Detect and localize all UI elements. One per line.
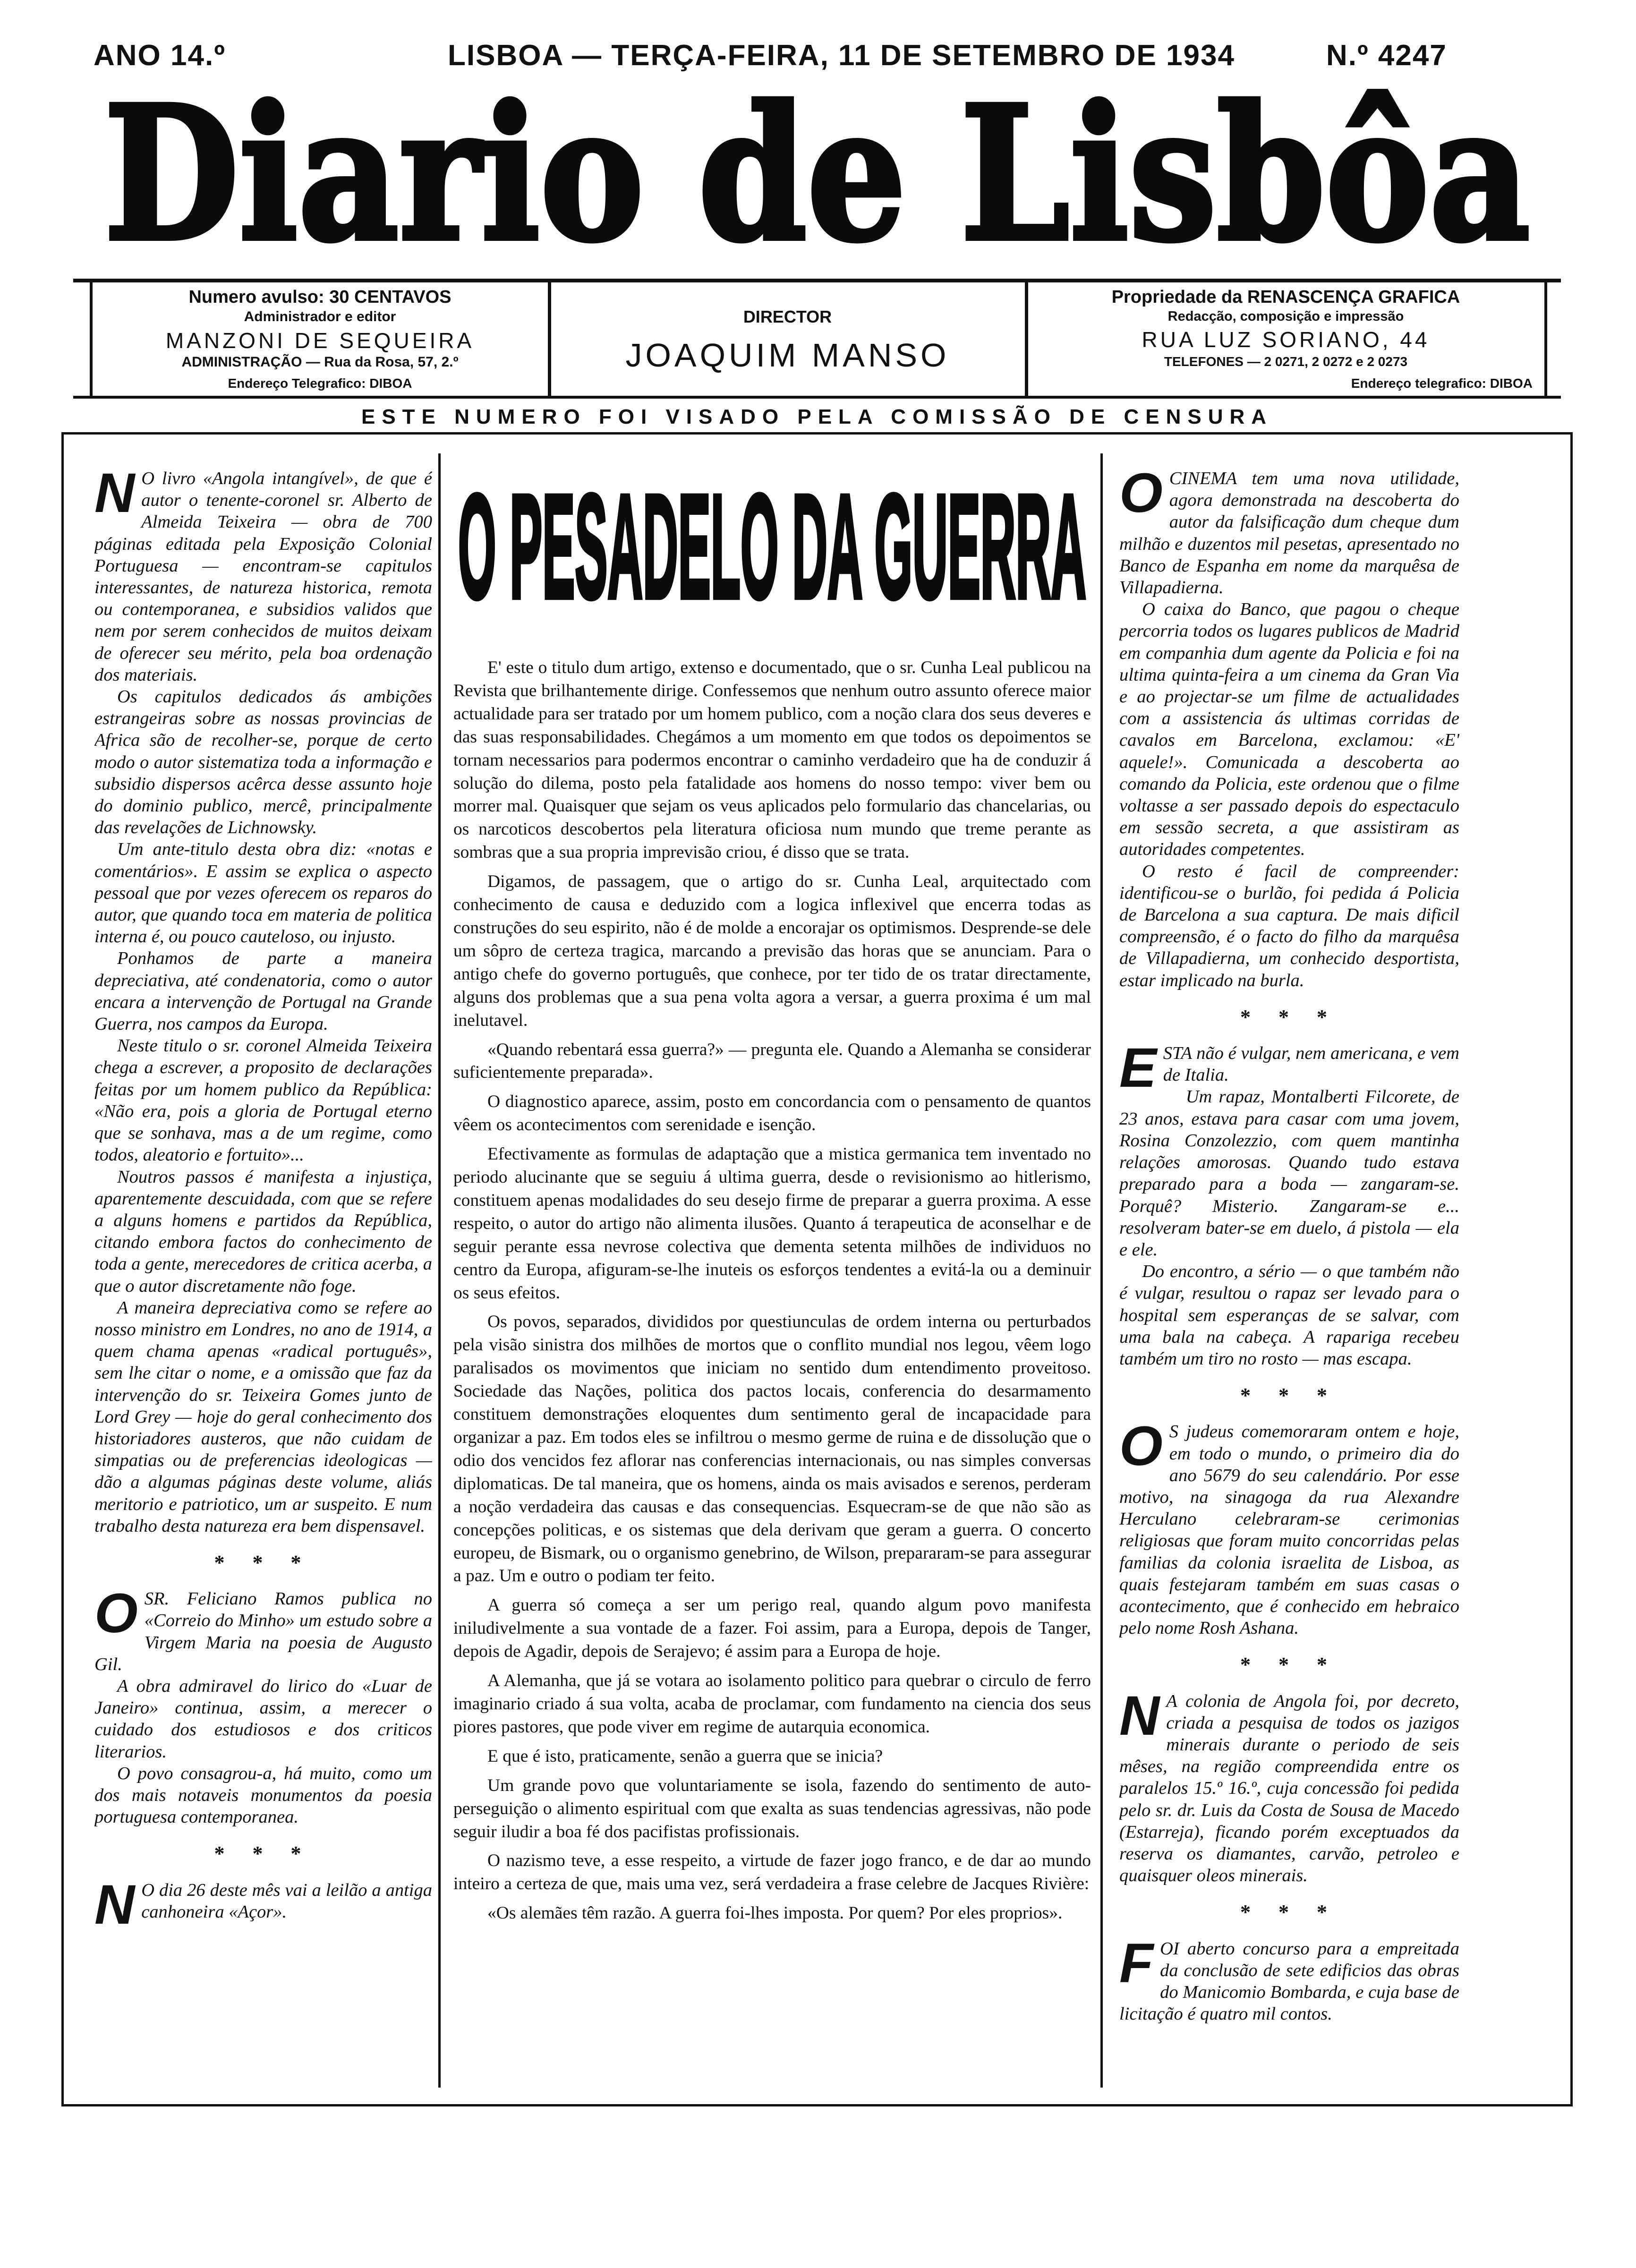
phone-numbers: TELEFONES — 2 0271, 2 0272 e 2 0273 [1164,354,1408,369]
paragraph: O povo consagrou-a, há muito, como um dos mais notaveis monumentos da poesia portuguesa contemporanea. [94,1763,432,1827]
paragraph: Digamos, de passagem, que o artigo do sr. Cunha Leal, arquitectado com conhecimento de causa e deduzido com a logica inflexivel que encerra todas as construções do seu espirito, não é de molde a encorajar os optimismos. Desprende-se dele um sôpro de certeza tragica, marcando a previsão das horas que se anunciam. Para o antigo chefe do governo português, que conhece, por ter tido de os tratar directamente, alguns dos problemas que a sua pena volta agora a versar, a guerra proxima é um mal inelutavel. [453,872,1091,1030]
masthead-title: Diario de Lisbôa [104,66,1530,274]
separator-stars: * * * [1240,1005,1338,1029]
censorship-notice: ESTE NUMERO FOI VISADO PELA COMISSÃO DE CENSURA [361,405,1273,428]
production-label: Redacção, composição e impressão [1167,309,1404,324]
paragraph: SR. Feliciano Ramos publica no «Correio do Minho» um estudo sobre a Virgem Maria na poesia de Augusto Gil. [94,1589,432,1674]
street-address: RUA LUZ SORIANO, 44 [1142,327,1430,352]
main-article-body [453,657,1091,2092]
brief-jewish-new-year [1119,1415,1459,1639]
paragraph: O resto é facil de compreender: identificou-se o burlão, foi pedida á Policia de Barcelona a sua captura. De mais dificil compreensão, é o facto do filho da marquêsa de Villapadierna, um conhecido desportista, estar implicado na burla. [1119,861,1459,990]
brief-angola-book [94,468,432,1537]
paragraph: Um grande povo que voluntariamente se isola, fazendo do sentimento de auto-perseguição o alimento espiritual com que exalta as suas tendencias agressivas, não pode seguir iludir a boa fé dos pacifistas profissionais. [453,1775,1091,1842]
separator-stars: * * * [214,1842,313,1866]
dateline: LISBOA — TERÇA-FEIRA, 11 DE SETEMBRO DE 1934 [448,39,1236,72]
paragraph: Os povos, separados, divididos por questiunculas de ordem interna ou perturbados pela visão sinistra dos milhões de mortos que o conflito mundial nos legou, vêem logo paralisados os movimentos que iniciam no sentido dum entendimento proveitoso. Sociedade das Nações, politica dos pactos locais, conferencia do desarmamento constituem demonstrações eloquentes dum sentimento geral de incapacidade para organizar a paz. Em todos eles se infiltrou o mesmo germe de ruina e de dissolução que o odio dos vencidos fez aflorar nas conferencias internacionais, ou nas simples conversas diplomaticas. De tal maneira, que os homens, ainda os mais avisados e serenos, perderam a noção verdadeira das causas e das consequencias. Esquecram-se de que não são as concepções politicas, e os sistemas que dela derivam que geram a guerra. O concerto europeu, de Bismark, ou o organismo genebrino, de Wilson, prepararam-se para assegurar a paz. Um e outro o podiam ter feito. [453,1312,1091,1586]
info-box-bottom-rule [73,396,1561,399]
separator-stars: * * * [1240,1901,1338,1924]
dropcap: N [1119,1684,1160,1747]
right-column [1119,468,1459,2088]
info-box-right [1030,283,1542,395]
paragraph: Um rapaz, Montalberti Filcorete, de 23 anos, estava para casar com uma jovem, Rosina Conzolezzio, com quem mantinha relações amorosas. Quando tudo estava preparado para a boda — zangaram-se. Porquê? Misterio. Zangaram-se e... resolveram bater-se em duelo, á pistola — ela e ele. [1119,1087,1459,1260]
brief-italian-duel [1119,1037,1459,1370]
brief-canhoneira-auction [94,1873,432,1936]
paragraph: E que é isto, praticamente, senão a guerra que se inicia? [487,1746,883,1766]
administration-address: ADMINISTRAÇÃO — Rua da Rosa, 57, 2.º [181,354,459,370]
info-box-right-rule [1544,281,1547,397]
paragraph: STA não é vulgar, nem americana, e vem de Italia. [1163,1043,1459,1085]
brief-angola-minerals [1119,1684,1459,1887]
issue-number: N.º 4247 [1326,39,1447,72]
paragraph: A Alemanha, que já se votara ao isolamento politico para quebrar o circulo de ferro imaginario criado á sua volta, acaba de proclamar, com fundamento na ciencia dos seus piores pastores, que pode viver em regime de autarquia economica. [453,1671,1091,1737]
paragraph: O nazismo teve, a esse respeito, a virtude de fazer jogo franco, e de dar ao mundo inteiro a certeza de que, mais uma vez, será verdadeira a frase celebre de Jacques Rivière: [453,1851,1091,1894]
paragraph: Ponhamos de parte a maneira depreciativa, até condenatoria, como o autor encara a intervenção de Portugal na Grande Guerra, nos campos da Europa. [94,948,432,1034]
body-bottom-rule [61,2104,1573,2106]
paragraph: E' este o titulo dum artigo, extenso e documentado, que o sr. Cunha Leal publicou na Revista que brilhantemente dirige. Confessemos que nenhum outro assunto oferece maior actualidade para ser tratado por um homem publico, com a noção clara dos seus deveres e das suas responsabilidades. Chegámos a um momento em que todos os depoimentos se tornam necessarios para podermos encontrar o caminho verdadeiro que ha de conduzir á solução do dilema, posto pela fatalidade aos homens do nosso tempo: viver bem ou morrer mal. Quaisquer que sejam os veus aplicados pelo formulario das chancelarias, ou os narcoticos descobertos pela literatura oficiosa num mundo que treme perante as sombras que a sua propria imprevisão criou, é disso que se trata. [453,658,1091,862]
brief-manicomio-tender [1119,1932,1459,2025]
info-box-top-rule [73,279,1561,282]
telegraph-address-left: Endereço Telegrafico: DIBOA [228,376,412,391]
paragraph: O caixa do Banco, que pagou o cheque percorria todos os lugares publicos de Madrid em companhia dum agente da Policia e foi na ultima quinta-feira a um cinema da Gran Via e ao projectar-se um filme de actualidades com a assistencia ás ultimas corridas de cavalos em Barcelona, exclamou: «E' aquele!». Comunicada a descoberta ao comando da Policia, este ordenou que o filme voltasse a ser passado depois do espectaculo em sessão secreta, a que assistiram as autoridades competentes. [1119,599,1459,860]
separator-stars: * * * [214,1551,313,1574]
paragraph: Efectivamente as formulas de adaptação que a mistica germanica tem inventado no periodo alucinante que se seguiu á ultima guerra, desde o revisionismo ao hitlerismo, constituem apenas modalidades do seu desejo firme de preparar a guerra proxima. A esse respeito, o autor do artigo não alimenta ilusões. Quanto á terapeutica de aconselhar e de seguir perante essa nevrose colectiva que dementa setenta milhões de individuos no centro da Europa, afiguram-se-lhe inuteis os esforços tendentes a evitá-la ou a deminuir os seus efeitos. [453,1144,1091,1303]
paragraph: A maneira depreciativa como se refere ao nosso ministro em Londres, no ano de 1914, a quem chama apenas «radical português», sem lhe citar o nome, e a omissão que faz da intervenção do sr. Teixeira Gomes junto de Lord Grey — hoje do geral conhecimento dos historiadores austeros, que não cuidam de simpatias ou de preferencias ideologicas — dão a algumas páginas deste volume, aliás meritorio e patriotico, um ar suspeito. E num trabalho desta natureza era bem dispensavel. [94,1297,432,1536]
owner-label: Propriedade da RENASCENÇA GRAFICA [1111,287,1460,307]
body-left-rule [61,432,64,2106]
paragraph: OI aberto concurso para a empreitada da conclusão de sete edificios das obras do Manicomio Bombarda, e cuja base de licitação é quatro mil contos. [1119,1938,1459,2024]
dropcap: N [94,1873,135,1936]
dropcap: N [94,468,135,524]
paragraph: O livro «Angola intangível», de que é autor o tenente-coronel sr. Alberto de Almeida Teixeira — obra de 700 páginas editada pela Exposição Colonial Portuguesa — encontram-se capitulos interessantes, de natureza historica, remota ou contemporanea, e subsidios validos que nem por serem conhecidos de muitos deixam de oferecer seu mérito, pela boa ordenação dos materiais. [94,469,432,685]
separator-stars: * * * [1240,1384,1338,1407]
main-headline [453,472,1091,609]
paragraph: O diagnostico aparece, assim, posto em concordancia com o pensamento de quantos vêem os acontecimentos com serenidade e isenção. [453,1092,1091,1135]
director-name: JOAQUIM MANSO [625,337,950,374]
info-box-divider-1 [548,282,551,396]
paragraph: Do encontro, a sério — o que também não é vulgar, resultou o rapaz ser levado para o hospital sem esperanças de se salvar, com uma bala na cabeça. A rapariga recebeu também um tiro no rosto — mas escapa. [1119,1262,1459,1369]
left-column [94,468,432,2088]
info-box-divider-2 [1025,282,1028,396]
column-divider-2 [1100,453,1103,2088]
dropcap: F [1119,1932,1154,1995]
paragraph: S judeus comemoraram ontem e hoje, em todo o mundo, o primeiro dia do ano 5679 do seu calendário. Por esse motivo, na sinagoga da rua Alexandre Herculano celebraram-se cerimonias religiosas que foram muito concorridas pelas familias da colonia israelita de Lisboa, as quais festejaram também em suas casas o acontecimento, que é conhecido em hebraico pelo nome Rosh Ashana. [1119,1422,1459,1638]
brief-cinema-cheque [1119,468,1459,991]
director-label: DIRECTOR [743,307,832,326]
separator-stars: * * * [1240,1653,1338,1677]
paragraph: «Quando rebentará essa guerra?» — pregunta ele. Quando a Alemanha se considerar suficientemente preparada». [453,1040,1091,1083]
dropcap: O [94,1582,138,1645]
masthead-logo [94,66,1540,274]
administrator-name: MANZONI DE SEQUEIRA [165,328,475,353]
dropcap: E [1119,1037,1157,1100]
info-box-center [553,283,1022,395]
info-box-left-rule [90,281,93,397]
main-headline-text: O PESADELO DA GUERRA [458,472,1086,609]
paragraph: A obra admiravel do lirico do «Luar de Janeiro» continua, assim, a merecer o cuidado dos estudiosos e dos criticos literarios. [94,1676,432,1762]
column-divider-1 [438,453,441,2088]
body-top-rule [61,432,1573,435]
dropcap: O [1119,1415,1163,1478]
paragraph: A colonia de Angola foi, por decreto, criada a pesquisa de todos os jazigos minerais durante o periodo de seis mêses, na região compreendida entre os paralelos 15.º 16.º, cuja concessão foi pedida pelo sr. dr. Luis da Costa de Sousa de Macedo (Estarreja), ficando porém exceptuados da reserva os diamantes, carvão, petroleo e quaisquer oleos minerais. [1119,1691,1459,1886]
info-box-left [94,283,545,395]
paragraph: A guerra só começa a ser um perigo real, quando algum povo manifesta iniludivelmente a sua vontade de a fazer. Foi assim, para a Europa, depois de Tanger, depois de Agadir, depois de Serajevo; é assim para a Europa de hoje. [453,1595,1091,1662]
telegraph-address-right: Endereço telegrafico: DIBOA [1351,376,1533,391]
paragraph: Os capitulos dedicados ás ambições estrangeiras sobre as nossas provincias de Africa são de recolher-se, porque de certo modo o autor sistematiza toda a informação e subsidio dispersos acêrca desse assunto hoje do dominio publico, mercê, principalmente das revelações de Lichnowsky. [94,687,432,838]
year-label: ANO 14.º [94,39,226,72]
dropcap: O [1119,468,1163,524]
price-label: Numero avulso: 30 CENTAVOS [188,287,452,307]
paragraph: «Os alemães têm razão. A guerra foi-lhes imposta. Por quem? Por eles proprios». [487,1903,1063,1923]
paragraph: Noutros passos é manifesta a injustiça, aparentemente descuidada, com que se refere a alguns homens e partidos da República, citando embora factos do conhecimento de toda a gente, merecedores de critica acerba, a que o autor discretamente não foge. [94,1167,432,1296]
paragraph: Neste titulo o sr. coronel Almeida Teixeira chega a escrever, a proposito de declarações feitas por um homem publico da República: «Não era, pois a gloria de Portugal eterno que se sonhava, mas a de um regime, como todos, aleatorio e fortuito»... [94,1036,432,1165]
paragraph: Um ante-titulo desta obra diz: «notas e comentários». E assim se explica o aspecto pessoal que por vezes oferecem os reparos do autor, que quando toca em materia de politica interna é, ou pouco cauteloso, ou injusto. [94,839,432,947]
paragraph: CINEMA tem uma nova utilidade, agora demonstrada na descoberta do autor da falsificação dum cheque dum milhão e duzentos mil pesetas, apresentado no Banco de Espanha em nome da marquêsa de Villapadierna. [1119,469,1459,598]
administrator-label: Administrador e editor [244,309,396,324]
brief-augusto-gil [94,1582,432,1828]
body-right-rule [1570,432,1573,2106]
paragraph: O dia 26 deste mês vai a leilão a antiga canhoneira «Açor». [141,1880,432,1922]
